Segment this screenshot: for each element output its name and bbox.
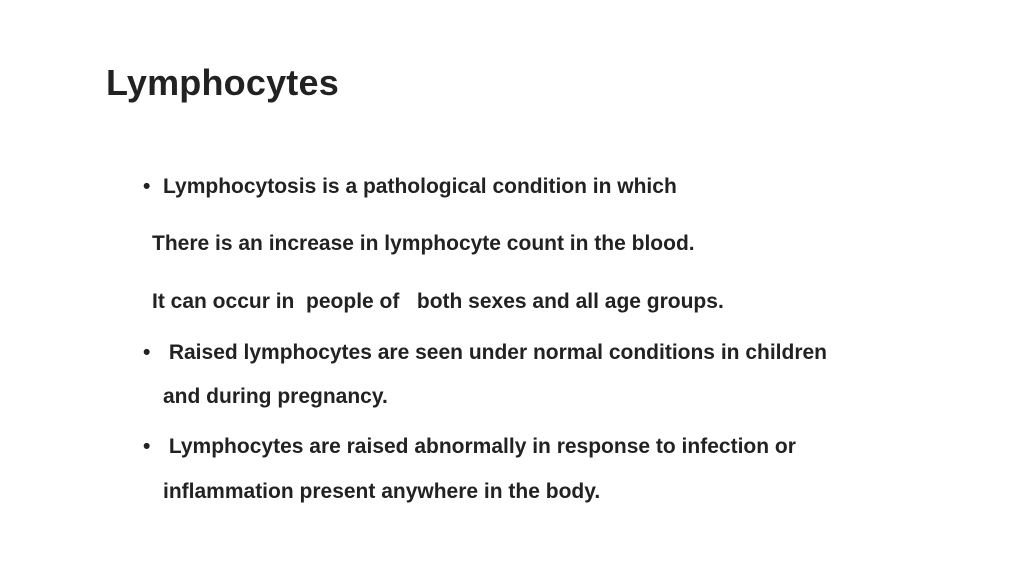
bullet-text: Lymphocytosis is a pathological condition in which xyxy=(163,175,677,198)
bullet-text-continuation: and during pregnancy. xyxy=(163,385,388,408)
bullet-text-continuation: inflammation present anywhere in the body. xyxy=(163,480,601,503)
paragraph-line: There is an increase in lymphocyte count in the blood. xyxy=(152,232,695,255)
bullet-marker: • xyxy=(143,175,151,198)
bullet-marker: • xyxy=(143,435,151,458)
bullet-text: Lymphocytes are raised abnormally in response to infection or xyxy=(163,435,796,458)
bullet-marker: • xyxy=(143,341,151,364)
paragraph-line: It can occur in people of both sexes and all age groups. xyxy=(152,290,724,313)
slide-title: Lymphocytes xyxy=(106,62,339,103)
bullet-text: Raised lymphocytes are seen under normal conditions in children xyxy=(163,341,828,364)
